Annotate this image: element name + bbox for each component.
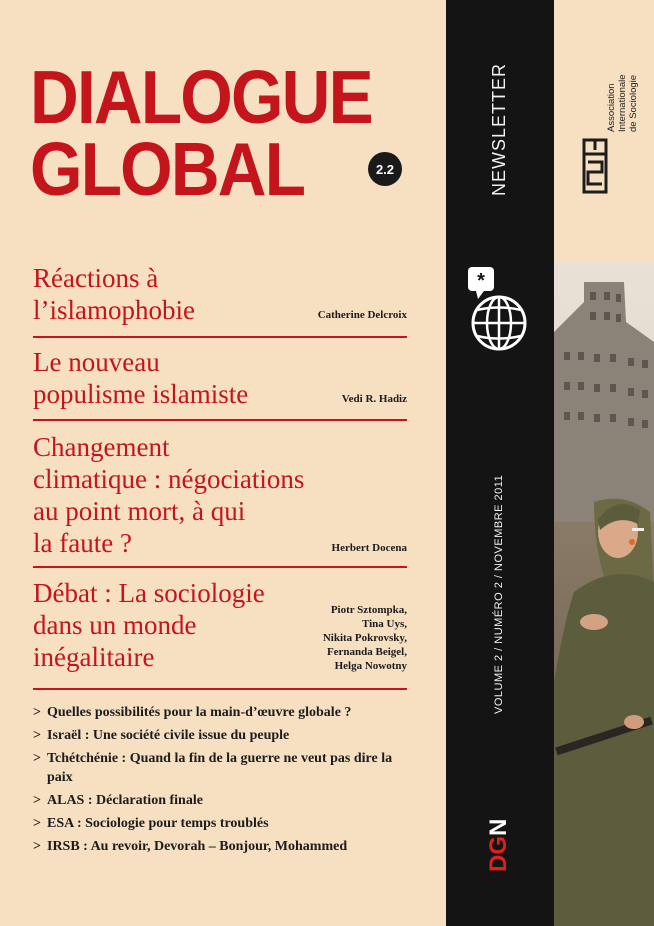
article-islamophobie[interactable] [33, 262, 409, 326]
svg-text:*: * [477, 270, 485, 292]
article-debat[interactable] [33, 577, 409, 673]
list-item[interactable]: > IRSB : Au revoir, Devorah – Bonjour, Mohammed [33, 839, 348, 854]
article-headline: Changement climatique : négociations au point mort, à qui la faute ? [33, 432, 305, 558]
list-item[interactable]: > ESA : Sociologie pour temps troublés [33, 816, 269, 831]
list-item[interactable]: > Israël : Une société civile issue du peuple [33, 728, 290, 743]
dgn-logo: DGN [485, 818, 512, 872]
masthead-title-line2: GLOBAL [30, 127, 305, 211]
newsletter-label: NEWSLETTER [489, 62, 509, 196]
divider-rule [33, 419, 407, 421]
article-author: Herbert Docena [331, 542, 407, 554]
masthead-title-line1: DIALOGUE [30, 55, 372, 139]
contents-list [33, 703, 413, 860]
list-item[interactable]: > ALAS : Déclaration finale [33, 793, 203, 808]
article-headline: Réactions à l’islamophobie [33, 263, 195, 325]
globe-speech-icon [464, 265, 534, 355]
cover-photo [554, 262, 654, 926]
article-author: Piotr Sztompka, Tina Uys, Nikita Pokrovsky, Fernanda Beigel, Helga Nowotny [322, 604, 407, 672]
divider-rule [33, 336, 407, 338]
article-climat[interactable] [33, 431, 409, 559]
divider-rule [33, 688, 407, 690]
divider-rule [33, 566, 407, 568]
article-headline: Débat : La sociologie dans un monde inégalitaire [33, 578, 265, 672]
list-item[interactable]: > Tchétchénie : Quand la fin de la guerre ne veut pas dire la paix [33, 751, 393, 785]
article-author: Catherine Delcroix [317, 309, 407, 321]
association-name: Association Internationale de Sociologie [606, 74, 639, 132]
article-author: Vedi R. Hadiz [341, 393, 407, 405]
article-populisme[interactable] [33, 346, 409, 410]
volume-issue-date: VOLUME 2 / NUMÉRO 2 / NOVEMBRE 2011 [493, 474, 505, 714]
list-item[interactable]: > Quelles possibilités pour la main-d’œuvre globale ? [33, 705, 352, 720]
issue-badge: 2.2 [368, 152, 402, 186]
article-headline: Le nouveau populisme islamiste [33, 347, 249, 409]
